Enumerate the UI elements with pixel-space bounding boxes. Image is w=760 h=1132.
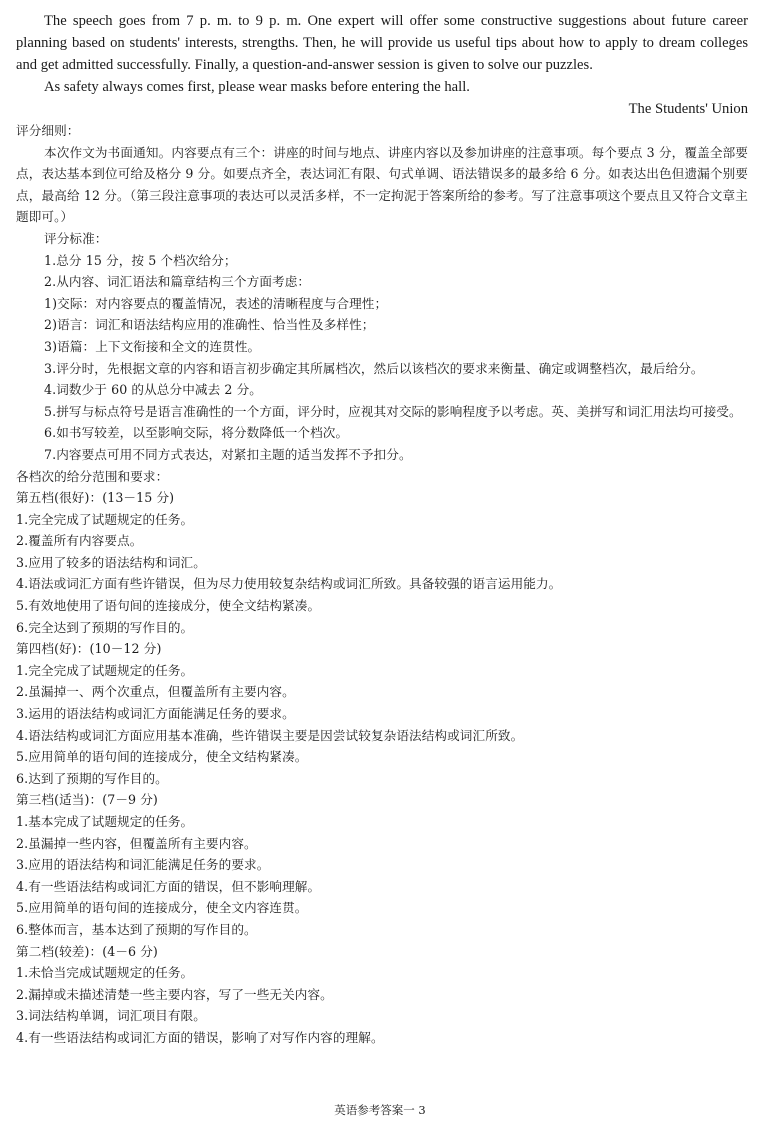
level-item: 1.完全完成了试题规定的任务。 [16, 662, 194, 678]
level-item: 2.覆盖所有内容要点。 [16, 533, 143, 549]
page-content [16, 10, 748, 1049]
standards-list [16, 250, 748, 466]
level-item: 4.语法结构或词汇方面应用基本准确，些许错误主要是因尝试较复杂语法结构或词汇所致。 [16, 727, 524, 743]
level-item: 5.应用简单的语句间的连接成分，使全文结构紧凑。 [16, 749, 308, 765]
level-item: 4.语法或词汇方面有些许错误，但为尽力使用较复杂结构或词汇所致。具备较强的语言运用能力。 [16, 576, 562, 592]
level-item: 2.漏掉或未描述清楚一些主要内容，写了一些无关内容。 [16, 986, 333, 1002]
scoring-intro: 本次作文为书面通知。内容要点有三个：讲座的时间与地点、讲座内容以及参加讲座的注意事项。每个要点 3 分，覆盖全部要点，表达基本到位可给及格分 9 分。如要点齐全，表达词汇有限、句式单调、语法错误多的最多给 6 分。如表达出色但遗漏个别要点，最高给 12 分。（第三段注意事项的表达可以灵活多样，不一定拘泥于答案所给的参考。写了注意事项这个要点且又符合文章主题即可。） [16, 144, 748, 225]
english-paragraph-1: The speech goes from 7 p. m. to 9 p. m. One expert will offer some constructive suggestions about future career planning based on students' interests, strengths. Then, he will provide us useful tips about how to apply to dream colleges and get admitted successfully. Finally, a question-and-answer session is given to solve our puzzles. [16, 13, 748, 73]
level-item: 1.未恰当完成试题规定的任务。 [16, 965, 194, 981]
level-item: 6.整体而言，基本达到了预期的写作目的。 [16, 921, 257, 937]
level-item: 1.基本完成了试题规定的任务。 [16, 814, 194, 829]
level-item: 2.虽漏掉一些内容，但覆盖所有主要内容。 [16, 835, 257, 851]
standard-title: 评分标准： [44, 230, 108, 246]
standard-item: 1.总分 15 分，按 5 个档次给分； [44, 252, 237, 268]
level-title: 第二档(较差)：(4－6 分) [16, 943, 158, 959]
standard-item: 2)语言：词汇和语法结构应用的准确性、恰当性及多样性； [44, 317, 375, 333]
level-item: 6.达到了预期的写作目的。 [16, 770, 168, 786]
level-item: 5.应用简单的语句间的连接成分，使全文内容连贯。 [16, 900, 308, 916]
levels-title: 各档次的给分范围和要求： [16, 468, 169, 484]
level-item: 2.虽漏掉一、两个次重点，但覆盖所有主要内容。 [16, 684, 295, 700]
level-item: 6.完全达到了预期的写作目的。 [16, 619, 194, 635]
level-item: 3.运用的语法结构或词汇方面能满足任务的要求。 [16, 706, 295, 722]
level-title: 第三档(适当)：(7－9 分) [16, 792, 158, 808]
standard-item: 3)语篇：上下文衔接和全文的连贯性。 [44, 338, 261, 354]
level-item: 4.有一些语法结构或词汇方面的错误，影响了对写作内容的理解。 [16, 1029, 384, 1045]
level-item: 5.有效地使用了语句间的连接成分，使全文结构紧凑。 [16, 598, 321, 614]
level-item: 3.应用的语法结构和词汇能满足任务的要求。 [16, 857, 270, 873]
english-paragraph-2: As safety always comes first, please wear masks before entering the hall. [44, 79, 470, 95]
level-item: 4.有一些语法结构或词汇方面的错误，但不影响理解。 [16, 878, 321, 894]
standard-item: 6.如书写较差，以至影响交际，将分数降低一个档次。 [44, 425, 349, 441]
levels-list [16, 487, 748, 1048]
signature: The Students' Union [628, 101, 748, 117]
level-title: 第五档(很好)：(13－15 分) [16, 490, 175, 506]
standard-item: 3.评分时，先根据文章的内容和语言初步确定其所属档次，然后以该档次的要求来衡量、确定或调整档次，最后给分。 [44, 360, 704, 376]
level-item: 3.应用了较多的语法结构和词汇。 [16, 554, 206, 570]
level-title: 第四档(好)：(10－12 分) [16, 641, 162, 657]
scoring-title: 评分细则： [16, 123, 80, 138]
level-item: 3.词法结构单调，词汇项目有限。 [16, 1008, 206, 1024]
standard-item: 4.词数少于 60 的从总分中减去 2 分。 [44, 382, 262, 398]
page-footer: 英语参考答案一 3 [334, 1103, 426, 1117]
standard-item: 5.拼写与标点符号是语言准确性的一个方面，评分时，应视其对交际的影响程度予以考虑。英、美拼写和词汇用法均可接受。 [44, 403, 742, 419]
standard-item: 1)交际：对内容要点的覆盖情况，表述的清晰程度与合理性； [44, 295, 388, 311]
standard-item: 7.内容要点可用不同方式表达，对紧扣主题的适当发挥不予扣分。 [44, 446, 412, 462]
standard-item: 2.从内容、词汇语法和篇章结构三个方面考虑： [44, 274, 311, 290]
level-item: 1.完全完成了试题规定的任务。 [16, 511, 194, 527]
